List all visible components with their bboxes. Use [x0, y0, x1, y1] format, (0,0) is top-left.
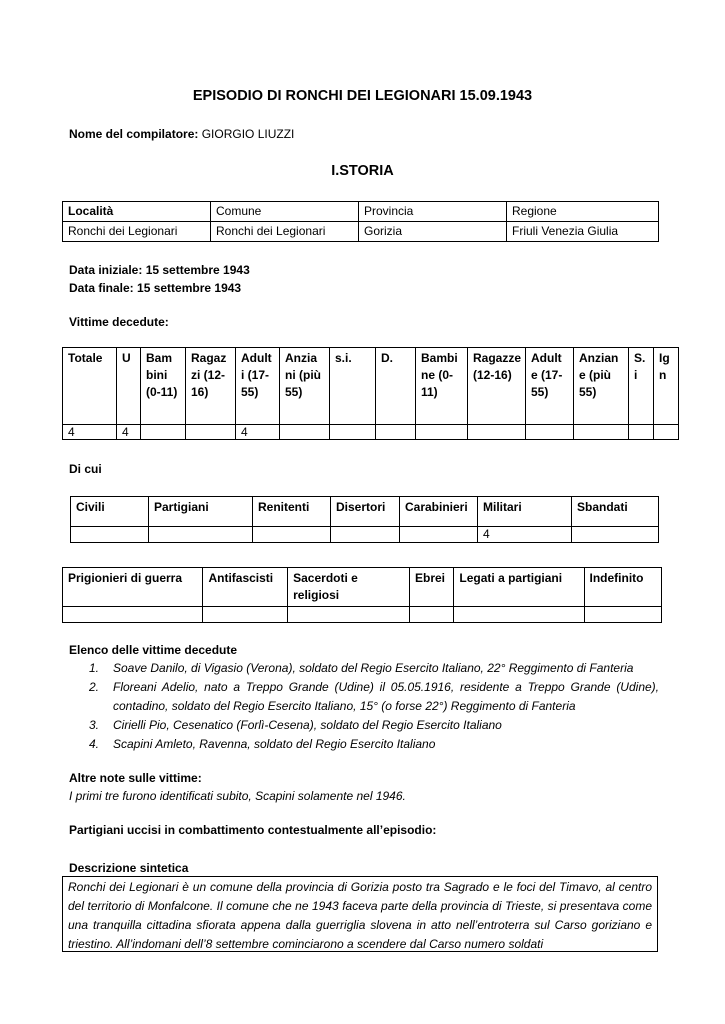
compiler-name: GIORGIO LIUZZI: [201, 127, 295, 141]
victims-header-cell: Totale: [63, 348, 117, 425]
categories-header-cell: Militari: [478, 497, 572, 527]
victims-header-cell: Anzia ni (più 55): [280, 348, 330, 425]
victims-value-cell: [574, 425, 629, 440]
categories-value-cell: [400, 527, 478, 543]
location-header-comune: Comune: [211, 202, 359, 222]
list-item: [69, 716, 659, 735]
victims-header-cell: Ragaz zi (12-16): [186, 348, 236, 425]
list-item: [69, 678, 659, 716]
victims-header-cell: Bambi ne (0-11): [416, 348, 468, 425]
victims-header-cell: Bam bini (0-11): [141, 348, 186, 425]
dicui-label: Di cui: [69, 462, 102, 476]
section-heading: I.STORIA: [331, 163, 394, 179]
victims-value-cell: [280, 425, 330, 440]
categories-value-cell: [331, 527, 400, 543]
prisoners-header-row: [63, 568, 662, 607]
categories-value-cell: [572, 527, 659, 543]
location-value-localita: Ronchi dei Legionari: [63, 222, 211, 242]
compiler-line: [69, 127, 294, 141]
victims-header-cell: s.i.: [330, 348, 376, 425]
prisoners-value-row: [63, 607, 662, 623]
victims-value-cell: 4: [236, 425, 280, 440]
end-date: Data finale: 15 settembre 1943: [69, 281, 242, 295]
list-item-number: 3.: [89, 718, 100, 732]
prisoners-header-cell: Ebrei: [409, 568, 453, 607]
categories-value-cell: [253, 527, 331, 543]
list-item-text: Scapini Amleto, Ravenna, soldato del Regio Esercito Italiano: [113, 737, 436, 751]
victims-value-cell: [468, 425, 526, 440]
location-table: [62, 201, 659, 242]
victims-list-title: Elenco delle vittime decedute: [69, 643, 238, 657]
victims-value-cell: 4: [63, 425, 117, 440]
location-header-provincia: Provincia: [359, 202, 507, 222]
start-date: Data iniziale: 15 settembre 1943: [69, 263, 250, 277]
categories-value-cell: [71, 527, 149, 543]
categories-header-cell: Sbandati: [572, 497, 659, 527]
location-value-comune: Ronchi dei Legionari: [211, 222, 359, 242]
categories-header-cell: Disertori: [331, 497, 400, 527]
description-body: Ronchi dei Legionari è un comune della provincia di Gorizia posto tra Sagrado e le foci del Timavo, al centro del territorio di Monfalcone. Il comune che ne 1943 faceva parte della provincia di Trieste, si presentava come una tranquilla cittadina sfiorata appena dalla guerriglia slovena in atto nell’entroterra sul Carso goriziano e triestino. All’indomani dell’8 settembre cominciarono a scendere dal Carso numero soldati: [62, 876, 658, 952]
list-item-number: 2.: [89, 680, 100, 694]
categories-header-cell: Civili: [71, 497, 149, 527]
prisoners-header-cell: Antifascisti: [203, 568, 288, 607]
victims-value-cell: [416, 425, 468, 440]
victims-label: Vittime decedute:: [69, 315, 169, 329]
categories-table: [70, 496, 659, 543]
prisoners-header-cell: Prigionieri di guerra: [63, 568, 203, 607]
victims-value-cell: [186, 425, 236, 440]
list-item-number: 4.: [89, 737, 100, 751]
prisoners-value-cell: [409, 607, 453, 623]
description-title: Descrizione sintetica: [69, 861, 189, 875]
partisans-label: Partigiani uccisi in combattimento contestualmente all’episodio:: [69, 823, 437, 837]
prisoners-header-cell: Legati a partigiani: [454, 568, 584, 607]
notes-block: [69, 769, 406, 805]
prisoners-value-cell: [203, 607, 288, 623]
list-item-number: 1.: [89, 661, 100, 675]
victims-header-cell: U: [117, 348, 141, 425]
victims-value-cell: [629, 425, 654, 440]
victims-value-row: [63, 425, 679, 440]
compiler-label: Nome del compilatore:: [69, 127, 199, 141]
victims-header-cell: S. i: [629, 348, 654, 425]
categories-header-cell: Renitenti: [253, 497, 331, 527]
location-value-regione: Friuli Venezia Giulia: [507, 222, 659, 242]
victims-value-cell: [330, 425, 376, 440]
categories-header-cell: Partigiani: [149, 497, 253, 527]
notes-title: Altre note sulle vittime:: [69, 771, 202, 785]
dates-block: [69, 261, 250, 297]
notes-body: I primi tre furono identificati subito, Scapini solamente nel 1946.: [69, 789, 406, 803]
prisoners-value-cell: [584, 607, 661, 623]
victims-list: [69, 641, 659, 754]
location-header-localita: Località: [63, 202, 211, 222]
victims-header-cell: Adult e (17-55): [526, 348, 574, 425]
categories-value-row: [71, 527, 659, 543]
location-value-provincia: Gorizia: [359, 222, 507, 242]
location-header-regione: Regione: [507, 202, 659, 222]
prisoners-header-cell: Sacerdoti e religiosi: [288, 568, 410, 607]
prisoners-value-cell: [454, 607, 584, 623]
victims-value-cell: [526, 425, 574, 440]
page-title: EPISODIO DI RONCHI DEI LEGIONARI 15.09.1943: [192, 88, 533, 104]
categories-header-cell: Carabinieri: [400, 497, 478, 527]
prisoners-table: [62, 567, 662, 623]
list-item: [69, 735, 659, 754]
victims-table: [62, 347, 679, 440]
victims-header-cell: Ig n: [654, 348, 679, 425]
list-item-text: Soave Danilo, di Vigasio (Verona), soldato del Regio Esercito Italiano, 22° Reggimento di Fanteria: [113, 661, 634, 675]
list-item-text: Floreani Adelio, nato a Treppo Grande (Udine) il 05.05.1916, residente a Treppo Grande (Udine), contadino, soldato del Regio Esercito Italiano, 15° (o forse 22°) Reggimento di Fanteria: [113, 680, 659, 713]
prisoners-value-cell: [288, 607, 410, 623]
categories-value-cell: 4: [478, 527, 572, 543]
victims-header-cell: Ragazze (12-16): [468, 348, 526, 425]
victims-header-cell: Adult i (17-55): [236, 348, 280, 425]
victims-header-cell: Anzian e (più 55): [574, 348, 629, 425]
victims-header-row: [63, 348, 679, 425]
prisoners-value-cell: [63, 607, 203, 623]
victims-header-cell: D.: [376, 348, 416, 425]
prisoners-header-cell: Indefinito: [584, 568, 661, 607]
victims-value-cell: [376, 425, 416, 440]
victims-value-cell: [654, 425, 679, 440]
victims-value-cell: 4: [117, 425, 141, 440]
categories-header-row: [71, 497, 659, 527]
categories-value-cell: [149, 527, 253, 543]
list-item: [69, 659, 659, 678]
victims-value-cell: [141, 425, 186, 440]
list-item-text: Cirielli Pio, Cesenatico (Forlì-Cesena), soldato del Regio Esercito Italiano: [113, 718, 502, 732]
